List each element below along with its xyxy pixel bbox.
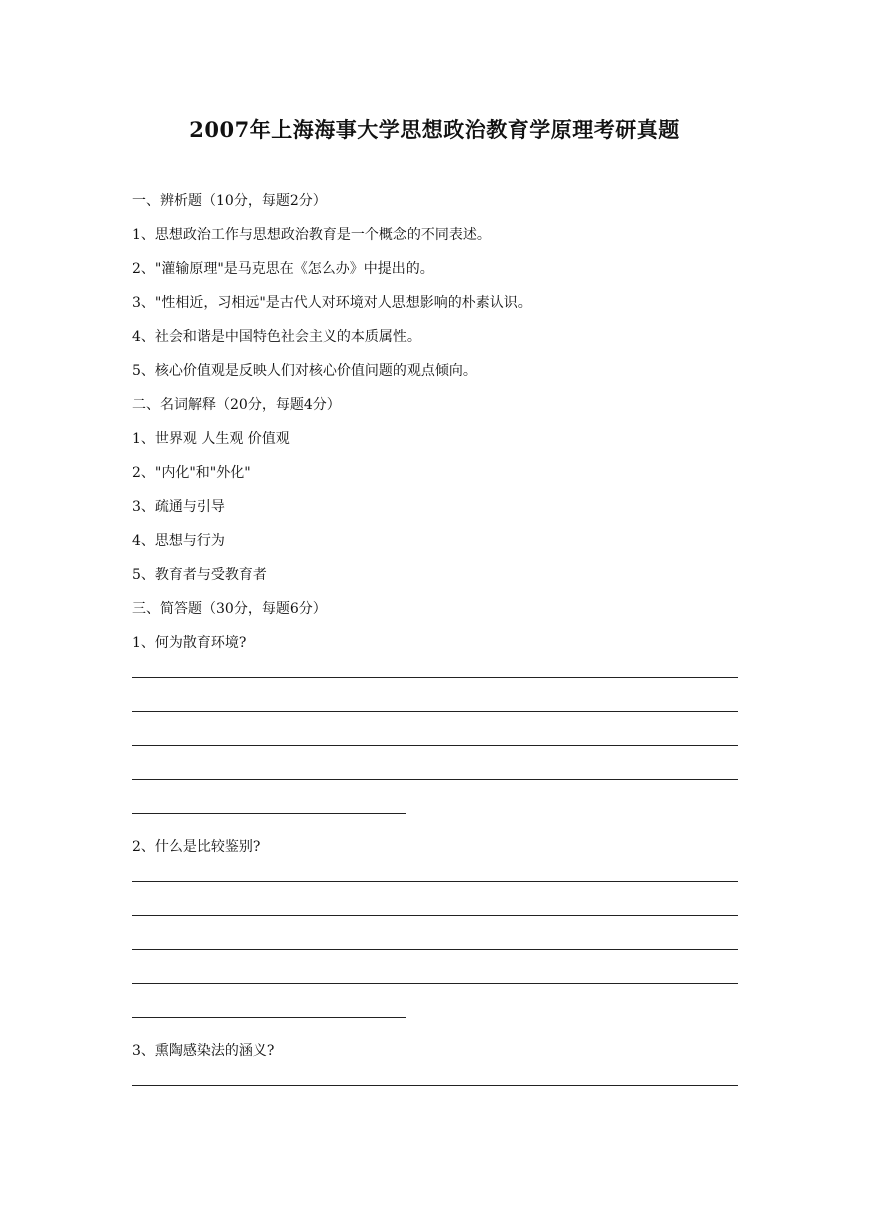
answer-rule bbox=[132, 769, 738, 803]
term-question-5: 5、教育者与受教育者 bbox=[132, 567, 267, 583]
term-question-2: 2、"内化"和"外化" bbox=[132, 465, 251, 481]
analysis-question-2: 2、"灌输原理"是马克思在《怎么办》中提出的。 bbox=[132, 261, 434, 277]
answer-rule bbox=[132, 905, 738, 939]
term-question-4: 4、思想与行为 bbox=[132, 533, 225, 549]
answer-rule bbox=[132, 701, 738, 735]
analysis-question-3: 3、"性相近，习相远"是古代人对环境对人思想影响的朴素认识。 bbox=[132, 295, 532, 311]
answer-rule bbox=[132, 1075, 738, 1109]
answer-rule bbox=[132, 735, 738, 769]
analysis-question-5: 5、核心价值观是反映人们对核心价值问题的观点倾向。 bbox=[132, 363, 477, 379]
section-heading-terms: 二、名词解释（20分，每题4分） bbox=[132, 397, 341, 413]
analysis-question-4: 4、社会和谐是中国特色社会主义的本质属性。 bbox=[132, 329, 421, 345]
answer-rule bbox=[132, 973, 738, 1007]
analysis-question-1: 1、思想政治工作与思想政治教育是一个概念的不同表述。 bbox=[132, 227, 491, 243]
term-question-1: 1、世界观 人生观 价值观 bbox=[132, 431, 290, 447]
section-heading-analysis: 一、辨析题（10分，每题2分） bbox=[132, 193, 327, 209]
answer-rule bbox=[132, 667, 738, 701]
answer-rule bbox=[132, 871, 738, 905]
short-answer-question-3: 3、熏陶感染法的涵义? bbox=[132, 1043, 275, 1059]
answer-rule-short bbox=[132, 1007, 738, 1041]
term-question-3: 3、疏通与引导 bbox=[132, 499, 225, 515]
document-body bbox=[132, 191, 738, 1109]
section-heading-short-answer: 三、简答题（30分，每题6分） bbox=[132, 601, 327, 617]
short-answer-question-1: 1、何为散育环境? bbox=[132, 635, 247, 651]
answer-rule-short bbox=[132, 803, 738, 837]
page-title: 2007年上海海事大学思想政治教育学原理考研真题 bbox=[189, 117, 680, 142]
short-answer-question-2: 2、什么是比较鉴别? bbox=[132, 839, 261, 855]
answer-rule bbox=[132, 939, 738, 973]
